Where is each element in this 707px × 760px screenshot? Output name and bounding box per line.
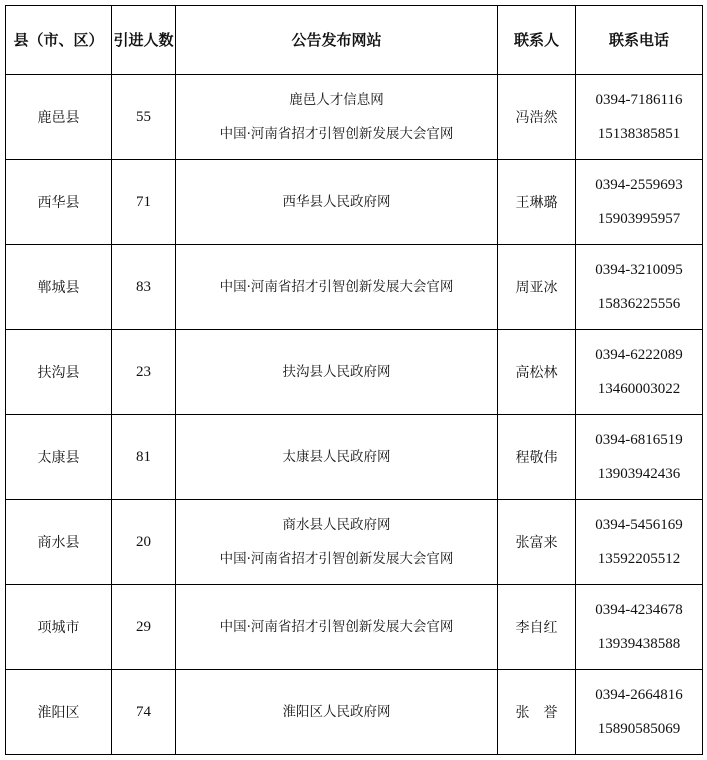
table-row bbox=[6, 330, 703, 415]
phone-number: 13939438588 bbox=[597, 636, 681, 652]
contact-cell bbox=[498, 245, 576, 330]
count-cell bbox=[112, 585, 176, 670]
phone-cell bbox=[576, 160, 703, 245]
county-cell bbox=[6, 415, 112, 500]
header-contact: 联系人 bbox=[498, 6, 576, 75]
contact-table bbox=[5, 5, 703, 755]
phone-number: 0394-2559693 bbox=[595, 177, 683, 193]
recruit-count: 23 bbox=[136, 363, 151, 380]
count-cell bbox=[112, 670, 176, 755]
website-name: 西华县人民政府网 bbox=[282, 194, 391, 210]
table-row bbox=[6, 670, 703, 755]
phone-number: 0394-3210095 bbox=[595, 262, 683, 278]
website-cell bbox=[176, 75, 498, 160]
recruit-count: 74 bbox=[136, 703, 151, 720]
contact-name: 王琳璐 bbox=[515, 195, 558, 211]
header-row bbox=[6, 6, 703, 75]
recruit-count: 71 bbox=[136, 193, 151, 210]
county-cell bbox=[6, 75, 112, 160]
phone-number: 0394-6222089 bbox=[595, 347, 683, 363]
count-cell bbox=[112, 330, 176, 415]
phone-number: 0394-2664816 bbox=[595, 687, 683, 703]
county-name: 太康县 bbox=[37, 450, 80, 466]
phone-number: 0394-6816519 bbox=[595, 432, 683, 448]
phone-number: 13903942436 bbox=[597, 466, 681, 482]
county-cell bbox=[6, 500, 112, 585]
table-row bbox=[6, 500, 703, 585]
website-name: 太康县人民政府网 bbox=[282, 449, 391, 465]
county-cell bbox=[6, 330, 112, 415]
recruit-count: 83 bbox=[136, 278, 151, 295]
phone-number: 0394-4234678 bbox=[595, 602, 683, 618]
contact-name: 张富来 bbox=[515, 535, 558, 551]
count-cell bbox=[112, 160, 176, 245]
contact-name: 冯浩然 bbox=[515, 110, 558, 126]
contact-cell bbox=[498, 415, 576, 500]
phone-cell bbox=[576, 245, 703, 330]
table-row bbox=[6, 585, 703, 670]
contact-name: 程敬伟 bbox=[515, 450, 558, 466]
contact-name: 周亚冰 bbox=[515, 280, 558, 296]
phone-number: 15138385851 bbox=[597, 126, 681, 142]
website-cell bbox=[176, 330, 498, 415]
county-name: 鹿邑县 bbox=[37, 110, 80, 126]
contact-cell bbox=[498, 160, 576, 245]
website-cell bbox=[176, 245, 498, 330]
phone-cell bbox=[576, 415, 703, 500]
county-name: 项城市 bbox=[37, 620, 80, 636]
count-cell bbox=[112, 500, 176, 585]
website-cell bbox=[176, 415, 498, 500]
website-cell bbox=[176, 500, 498, 585]
table-row bbox=[6, 160, 703, 245]
website-cell bbox=[176, 160, 498, 245]
phone-cell bbox=[576, 330, 703, 415]
phone-number: 13592205512 bbox=[597, 551, 681, 567]
phone-number: 15890585069 bbox=[597, 721, 681, 737]
county-cell bbox=[6, 670, 112, 755]
phone-number: 15903995957 bbox=[597, 211, 681, 227]
recruit-count: 55 bbox=[136, 108, 151, 125]
phone-cell bbox=[576, 585, 703, 670]
contact-cell bbox=[498, 670, 576, 755]
contact-cell bbox=[498, 585, 576, 670]
contact-name: 李自红 bbox=[515, 620, 558, 636]
county-name: 扶沟县 bbox=[37, 365, 80, 381]
website-cell bbox=[176, 585, 498, 670]
county-cell bbox=[6, 585, 112, 670]
phone-number: 0394-5456169 bbox=[595, 517, 683, 533]
website-name: 鹿邑人才信息网 bbox=[289, 92, 384, 108]
table-row bbox=[6, 415, 703, 500]
website-name: 中国·河南省招才引智创新发展大会官网 bbox=[219, 551, 454, 567]
county-name: 商水县 bbox=[37, 535, 80, 551]
phone-cell bbox=[576, 75, 703, 160]
website-name: 淮阳区人民政府网 bbox=[282, 704, 391, 720]
recruit-count: 20 bbox=[136, 533, 151, 550]
recruit-count: 81 bbox=[136, 448, 151, 465]
contact-name: 高松林 bbox=[515, 365, 558, 381]
website-cell bbox=[176, 670, 498, 755]
contact-cell bbox=[498, 500, 576, 585]
header-county: 县（市、区） bbox=[6, 6, 112, 75]
count-cell bbox=[112, 415, 176, 500]
county-name: 西华县 bbox=[37, 195, 80, 211]
phone-cell bbox=[576, 500, 703, 585]
header-website: 公告发布网站 bbox=[176, 6, 498, 75]
table-row bbox=[6, 245, 703, 330]
recruit-count: 29 bbox=[136, 618, 151, 635]
phone-number: 0394-7186116 bbox=[595, 92, 683, 108]
website-name: 中国·河南省招才引智创新发展大会官网 bbox=[219, 619, 454, 635]
website-name: 商水县人民政府网 bbox=[282, 517, 391, 533]
website-name: 中国·河南省招才引智创新发展大会官网 bbox=[219, 126, 454, 142]
table-row bbox=[6, 75, 703, 160]
phone-cell bbox=[576, 670, 703, 755]
header-phone: 联系电话 bbox=[576, 6, 703, 75]
county-cell bbox=[6, 245, 112, 330]
county-cell bbox=[6, 160, 112, 245]
contact-cell bbox=[498, 330, 576, 415]
website-name: 中国·河南省招才引智创新发展大会官网 bbox=[219, 279, 454, 295]
phone-number: 15836225556 bbox=[597, 296, 681, 312]
header-count: 引进人数 bbox=[112, 6, 176, 75]
count-cell bbox=[112, 245, 176, 330]
website-name: 扶沟县人民政府网 bbox=[282, 364, 391, 380]
contact-cell bbox=[498, 75, 576, 160]
contact-name: 张 誉 bbox=[515, 705, 558, 721]
county-name: 淮阳区 bbox=[37, 705, 80, 721]
count-cell bbox=[112, 75, 176, 160]
phone-number: 13460003022 bbox=[597, 381, 681, 397]
county-name: 郸城县 bbox=[37, 280, 80, 296]
